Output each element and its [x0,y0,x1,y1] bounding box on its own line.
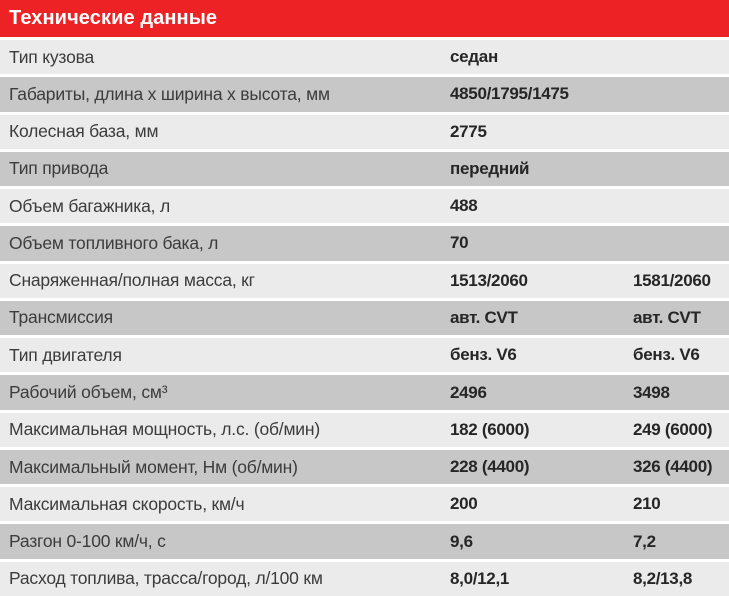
spec-label: Габариты, длина х ширина х высота, мм [9,83,330,104]
spec-value-1: 4850/1795/1475 [450,84,569,104]
table-row [0,487,729,521]
table-row [0,189,729,223]
table-header [0,0,729,37]
table-row [0,264,729,298]
spec-value-1: 9,6 [450,531,473,551]
spec-label: Максимальная скорость, км/ч [9,493,245,514]
spec-value-1: 2775 [450,121,487,141]
spec-value-2: 8,2/13,8 [633,568,693,588]
spec-value-1: передний [450,158,530,178]
table-row [0,40,729,74]
spec-value-1: 2496 [450,382,487,402]
spec-value-1: 1513/2060 [450,270,528,290]
table-row [0,413,729,447]
spec-value-1: седан [450,47,498,67]
table-title: Технические данные [9,7,218,29]
table-row [0,375,729,409]
spec-label: Объем багажника, л [9,195,170,216]
spec-label: Колесная база, мм [9,121,159,142]
spec-value-2: 249 (6000) [633,419,713,439]
spec-value-2: 210 [633,494,661,514]
spec-value-1: 488 [450,196,478,216]
spec-value-1: 70 [450,233,469,253]
spec-value-1: 8,0/12,1 [450,568,510,588]
spec-value-1: бенз. V6 [450,345,517,365]
spec-label: Рабочий объем, см³ [9,382,168,403]
table-row [0,226,729,260]
spec-label: Объем топливного бака, л [9,232,219,253]
spec-value-1: 228 (4400) [450,457,530,477]
table-row [0,450,729,484]
spec-label: Трансмиссия [9,307,113,328]
spec-table-body [0,40,729,596]
spec-value-1: 182 (6000) [450,419,530,439]
spec-value-2: 7,2 [633,531,656,551]
table-row [0,115,729,149]
spec-value-2: 326 (4400) [633,457,713,477]
spec-label: Расход топлива, трасса/город, л/100 км [9,568,323,589]
spec-value-2: бенз. V6 [633,345,700,365]
table-row [0,152,729,186]
spec-label: Тип привода [9,158,109,179]
spec-value-1: 200 [450,494,478,514]
spec-value-1: авт. CVT [450,307,518,327]
spec-label: Максимальный момент, Нм (об/мин) [9,456,298,477]
table-row [0,524,729,558]
spec-value-2: 1581/2060 [633,270,711,290]
spec-label: Тип двигателя [9,344,122,365]
table-row [0,562,729,596]
table-row [0,338,729,372]
table-row [0,77,729,111]
spec-label: Максимальная мощность, л.с. (об/мин) [9,419,320,440]
table-row [0,301,729,335]
spec-value-2: 3498 [633,382,670,402]
spec-label: Снаряженная/полная масса, кг [9,270,255,291]
spec-label: Разгон 0-100 км/ч, с [9,531,166,552]
spec-value-2: авт. CVT [633,307,701,327]
spec-label: Тип кузова [9,46,95,67]
